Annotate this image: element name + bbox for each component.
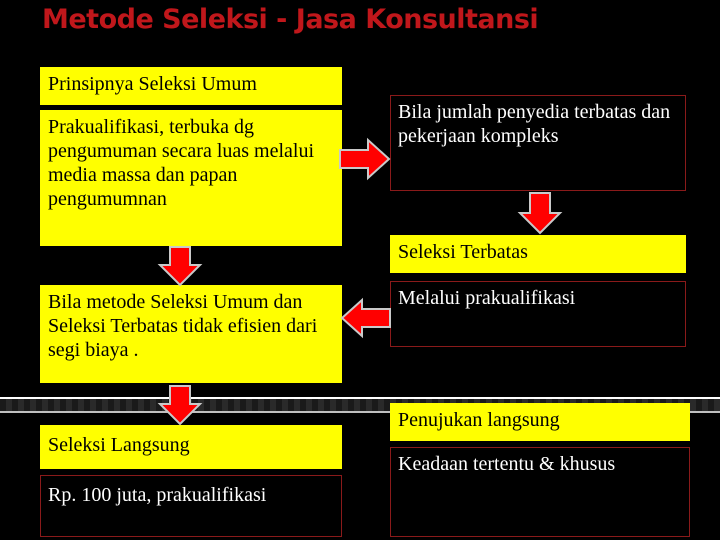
box-bila-metode: Bila metode Seleksi Umum dan Seleksi Terbatas tidak efisien dari segi biaya . <box>40 285 342 383</box>
box-prinsip: Prinsipnya Seleksi Umum <box>40 67 342 105</box>
arrow-right-icon <box>340 140 390 178</box>
arrow-down-icon <box>160 386 200 424</box>
arrow-down-icon <box>160 247 200 285</box>
box-rp: Rp. 100 juta, prakualifikasi <box>40 475 342 537</box>
box-keadaan: Keadaan tertentu & khusus <box>390 447 690 537</box>
box-seleksi-terbatas: Seleksi Terbatas <box>390 235 686 273</box>
box-seleksi-langsung: Seleksi Langsung <box>40 425 342 469</box>
arrow-left-icon <box>342 300 390 336</box>
box-prakualifikasi: Prakualifikasi, terbuka dg pengumuman secara luas melalui media massa dan papan pengumumnan <box>40 110 342 246</box>
box-bila-jumlah: Bila jumlah penyedia terbatas dan pekerjaan kompleks <box>390 95 686 191</box>
arrow-down-icon <box>520 193 560 233</box>
slide-title: Metode Seleksi - Jasa Konsultansi <box>42 4 539 35</box>
box-penunjukan: Penujukan langsung <box>390 403 690 441</box>
box-melalui: Melalui prakualifikasi <box>390 281 686 347</box>
